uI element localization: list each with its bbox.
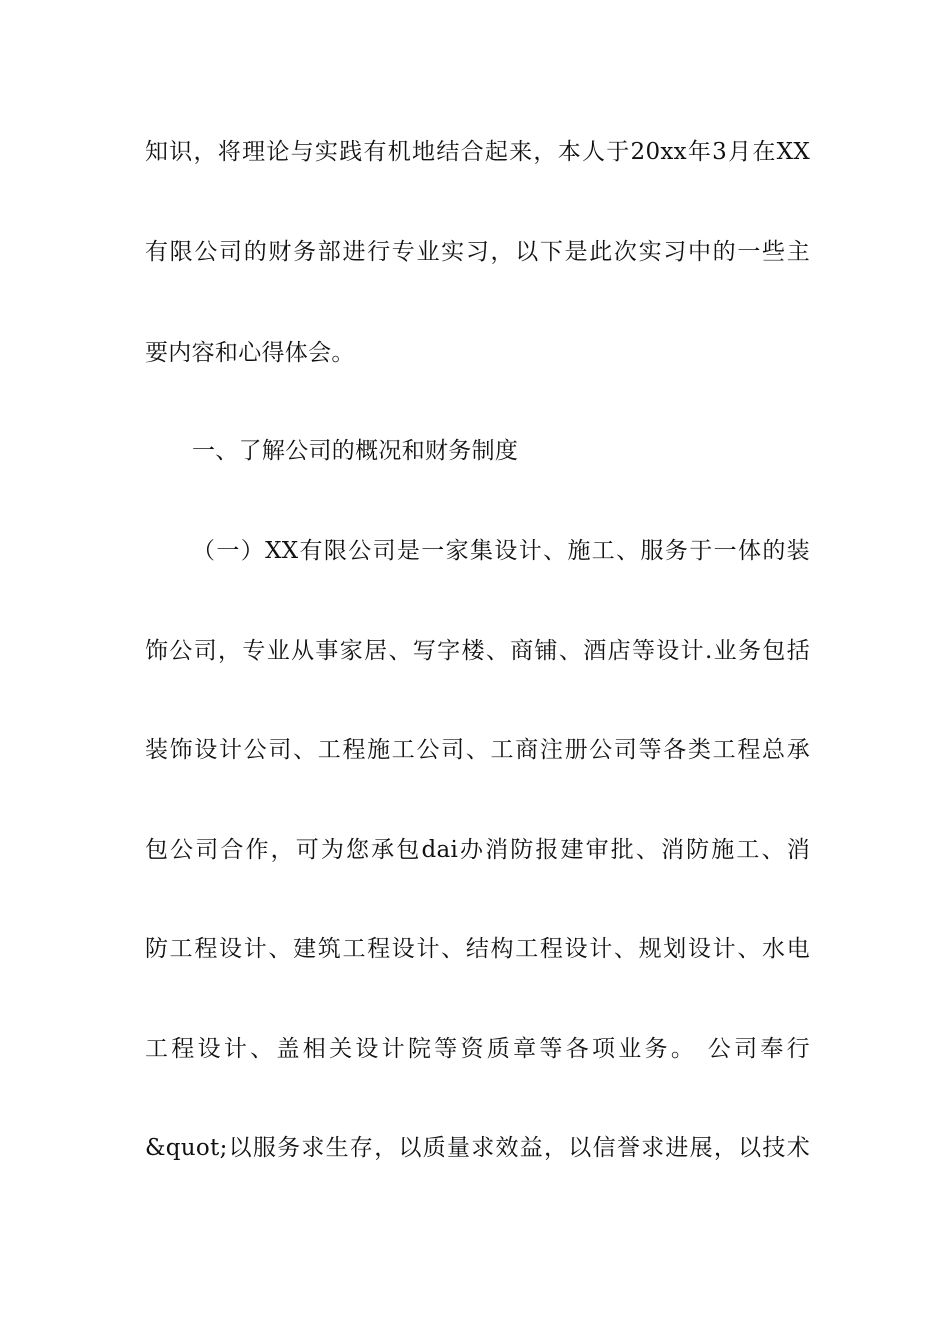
- section-heading: 一、了解公司的概况和财务制度: [192, 438, 519, 464]
- text-line-8: 包公司合作，可为您承包dai办消防报建审批、消防施工、消: [145, 837, 810, 863]
- text-line-7: 装饰设计公司、工程施工公司、工商注册公司等各类工程总承: [145, 737, 810, 763]
- text-line-6: 饰公司，专业从事家居、写字楼、商铺、酒店等设计.业务包括: [145, 638, 810, 664]
- text-line-9: 防工程设计、建筑工程设计、结构工程设计、规划设计、水电: [145, 936, 810, 962]
- text-line-10: 工程设计、盖相关设计院等资质章等各项业务。 公司奉行: [145, 1036, 810, 1062]
- text-line-1: 知识，将理论与实践有机地结合起来，本人于20xx年3月在XX: [145, 139, 810, 165]
- text-line-5: （一）XX有限公司是一家集设计、施工、服务于一体的装: [192, 538, 810, 564]
- text-line-3: 要内容和心得体会。: [145, 340, 355, 366]
- text-line-11: &quot;以服务求生存，以质量求效益，以信誉求进展，以技术: [145, 1135, 810, 1161]
- text-line-2: 有限公司的财务部进行专业实习，以下是此次实习中的一些主: [145, 239, 810, 265]
